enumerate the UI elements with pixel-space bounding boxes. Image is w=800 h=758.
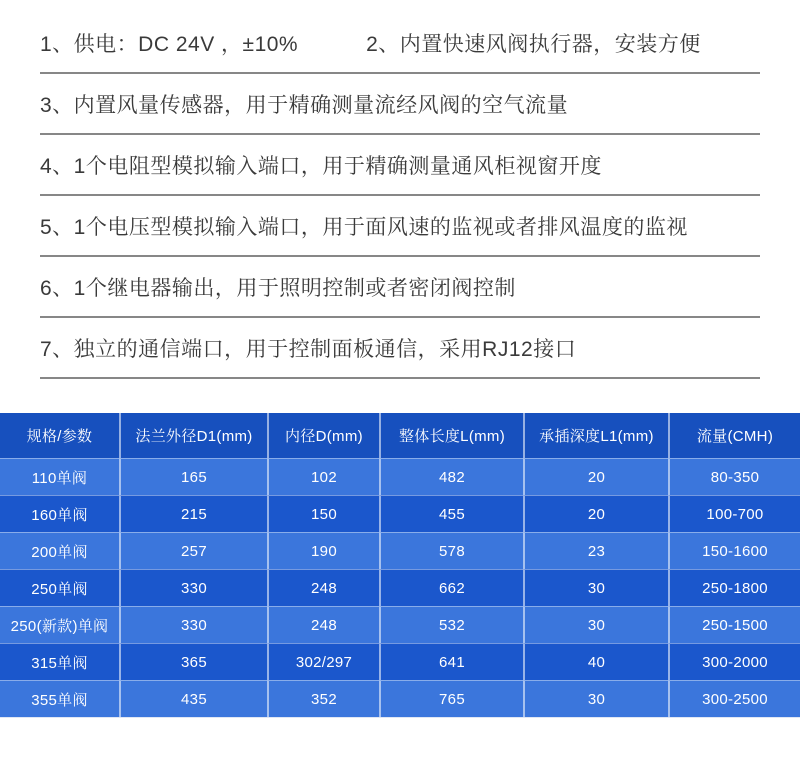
- table-cell: 330: [119, 606, 267, 643]
- row-header-cell: 200单阀: [0, 532, 119, 569]
- feature-row: [40, 13, 760, 74]
- table-cell: 482: [379, 458, 523, 495]
- table-cell: 662: [379, 569, 523, 606]
- feature-item-5: 5、1个电压型模拟输入端口，用于面风速的监视或者排风温度的监视: [40, 215, 688, 239]
- row-header-cell: 250单阀: [0, 569, 119, 606]
- table-cell: 641: [379, 643, 523, 680]
- feature-row: [40, 196, 760, 257]
- feature-row: [40, 318, 760, 379]
- table-cell: 190: [267, 532, 379, 569]
- table-cell: 40: [523, 643, 668, 680]
- table-cell: 20: [523, 495, 668, 532]
- spec-table-body: [0, 458, 800, 717]
- feature-row: [40, 74, 760, 135]
- table-cell: 150-1600: [668, 532, 800, 569]
- table-cell: 80-350: [668, 458, 800, 495]
- table-row: [0, 643, 800, 680]
- column-header: 内径D(mm): [267, 413, 379, 458]
- table-cell: 300-2500: [668, 680, 800, 717]
- column-header: 规格/参数: [0, 413, 119, 458]
- table-row: [0, 458, 800, 495]
- table-cell: 30: [523, 606, 668, 643]
- table-cell: 248: [267, 606, 379, 643]
- table-cell: 30: [523, 680, 668, 717]
- table-row: [0, 680, 800, 717]
- table-cell: 23: [523, 532, 668, 569]
- table-cell: 578: [379, 532, 523, 569]
- table-cell: 300-2000: [668, 643, 800, 680]
- table-cell: 215: [119, 495, 267, 532]
- table-row: [0, 495, 800, 532]
- table-row: [0, 532, 800, 569]
- row-header-cell: 160单阀: [0, 495, 119, 532]
- table-cell: 20: [523, 458, 668, 495]
- table-cell: 165: [119, 458, 267, 495]
- feature-item-6: 6、1个继电器输出，用于照明控制或者密闭阀控制: [40, 276, 516, 300]
- table-row: [0, 606, 800, 643]
- row-header-cell: 250(新款)单阀: [0, 606, 119, 643]
- table-cell: 352: [267, 680, 379, 717]
- table-cell: 365: [119, 643, 267, 680]
- table-cell: 455: [379, 495, 523, 532]
- table-cell: 150: [267, 495, 379, 532]
- feature-row: [40, 135, 760, 196]
- table-cell: 532: [379, 606, 523, 643]
- table-cell: 765: [379, 680, 523, 717]
- table-cell: 435: [119, 680, 267, 717]
- spec-table-head: [0, 413, 800, 458]
- feature-item-2: 2、内置快速风阀执行器，安装方便: [366, 32, 701, 56]
- table-cell: 100-700: [668, 495, 800, 532]
- spec-table: [0, 413, 800, 718]
- table-cell: 250-1500: [668, 606, 800, 643]
- table-cell: 302/297: [267, 643, 379, 680]
- header-row: [0, 413, 800, 458]
- column-header: 承插深度L1(mm): [523, 413, 668, 458]
- column-header: 法兰外径D1(mm): [119, 413, 267, 458]
- feature-item-1: 1、供电：DC 24V ，±10%: [40, 32, 299, 56]
- feature-item-7: 7、独立的通信端口，用于控制面板通信，采用RJ12接口: [40, 337, 577, 361]
- feature-item-4: 4、1个电阻型模拟输入端口，用于精确测量通风柜视窗开度: [40, 154, 602, 178]
- table-row: [0, 569, 800, 606]
- row-header-cell: 110单阀: [0, 458, 119, 495]
- table-cell: 250-1800: [668, 569, 800, 606]
- table-cell: 257: [119, 532, 267, 569]
- feature-item-3: 3、内置风量传感器，用于精确测量流经风阀的空气流量: [40, 93, 569, 117]
- table-cell: 102: [267, 458, 379, 495]
- column-header: 整体长度L(mm): [379, 413, 523, 458]
- table-cell: 330: [119, 569, 267, 606]
- table-cell: 248: [267, 569, 379, 606]
- row-header-cell: 315单阀: [0, 643, 119, 680]
- column-header: 流量(CMH): [668, 413, 800, 458]
- feature-row: [40, 257, 760, 318]
- table-cell: 30: [523, 569, 668, 606]
- row-header-cell: 355单阀: [0, 680, 119, 717]
